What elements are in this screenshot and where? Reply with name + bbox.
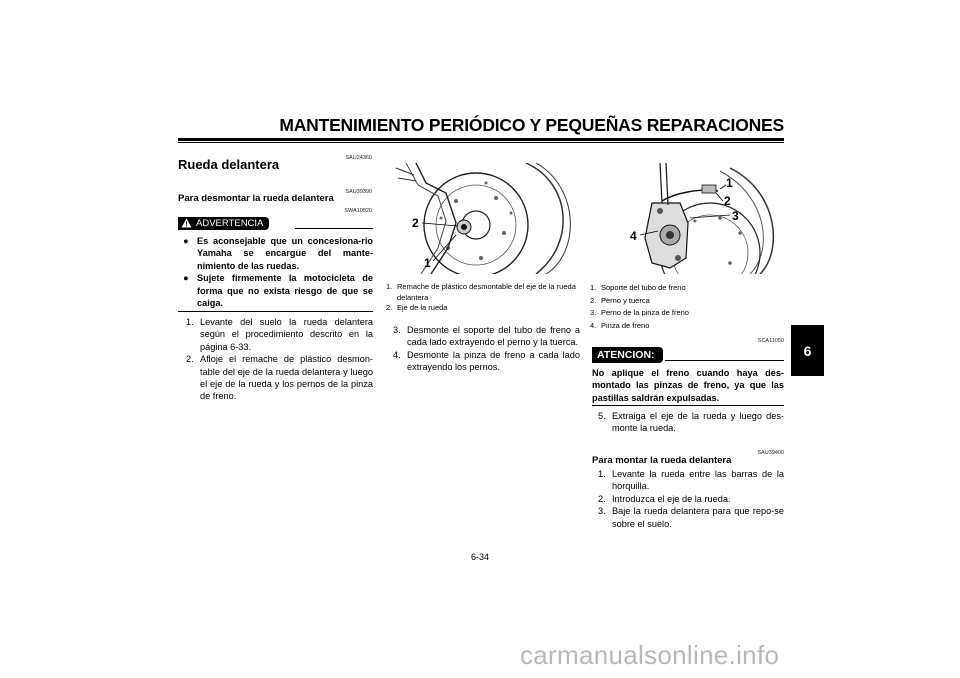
- caption-number: 3.: [590, 308, 597, 317]
- step-text: Levante del suelo la rueda delantera según el procedimiento descrito en la página 6-33.: [200, 317, 373, 352]
- caution-end-rule: [592, 405, 784, 406]
- step-number: 2.: [186, 354, 194, 365]
- warning-label: [178, 217, 269, 230]
- brake-caliper-figure: [590, 163, 784, 274]
- callout-3: 3: [732, 209, 739, 223]
- section-heading: Rueda delantera: [178, 157, 280, 172]
- warning-header: [178, 215, 372, 233]
- caption-text: Soporte del tubo de freno: [601, 283, 686, 292]
- caption-number: 4.: [590, 320, 597, 330]
- caption-item: [590, 320, 784, 333]
- warning-bullet-text: Sujete firmemente la motocicleta de forma que no exista riesgo de que se caiga.: [197, 273, 373, 309]
- step-text: Baje la rueda delantera para que repo-se sobre el suelo.: [612, 506, 784, 529]
- ref-code: SWA10820: [344, 208, 372, 214]
- caption-item: [386, 282, 580, 303]
- page-title: MANTENIMIENTO PERIÓDICO Y PEQUEÑAS REPARACIONES: [279, 115, 784, 135]
- step-number: 2.: [598, 493, 606, 504]
- caption-item: [590, 282, 784, 295]
- caption-text: Eje de la rueda: [397, 303, 448, 312]
- step-item: [598, 505, 784, 530]
- caption-number: 2.: [590, 295, 597, 305]
- step-item: [186, 316, 373, 353]
- callout-1: 1: [424, 256, 431, 270]
- caption-text: Pinza de freno: [601, 320, 650, 330]
- step-number: 1.: [186, 317, 194, 327]
- warning-bullet: [183, 235, 373, 272]
- chapter-tab: 6: [791, 325, 824, 376]
- step-item: [598, 410, 784, 435]
- warning-bullet: [183, 272, 373, 309]
- caption-text: Perno de la pinza de freno: [601, 308, 689, 317]
- callout-4: 4: [630, 229, 637, 243]
- subsection-heading: Para desmontar la rueda delantera: [178, 193, 334, 204]
- watermark: carmanualsonline.info: [520, 640, 780, 670]
- page-number: 6-34: [470, 552, 489, 562]
- warning-label-text: ADVERTENCIA: [196, 217, 264, 229]
- steps-list: [598, 468, 784, 530]
- step-number: 1.: [598, 469, 606, 479]
- caution-header: [592, 345, 663, 363]
- figure-captions: [386, 282, 580, 314]
- step-number: 4.: [393, 349, 401, 360]
- caption-item: [590, 307, 784, 320]
- caption-text: Remache de plástico desmontable del eje de la rueda delantera: [397, 282, 576, 302]
- callout-1: 1: [726, 176, 733, 190]
- step-number: 5.: [598, 411, 606, 421]
- warning-bullet-text: Es aconsejable que un concesiona-rio Yamaha se encargue del mante-nimiento de las ruedas.: [197, 236, 373, 271]
- step-number: 3.: [393, 325, 401, 335]
- warning-end-rule: [178, 311, 373, 312]
- caption-text: Perno y tuerca: [601, 295, 650, 305]
- bullet-icon: ●: [183, 236, 189, 246]
- caption-number: 1.: [590, 283, 597, 292]
- step-text: Afloje el remache de plástico desmon-table del eje de la rueda delantera y luego el eje de la rueda y los pernos de la pinza de freno.: [200, 354, 373, 402]
- caption-item: [590, 295, 784, 308]
- step-item: [393, 324, 580, 349]
- subsection-heading: Para montar la rueda delantera: [592, 455, 732, 466]
- front-wheel-axle-figure: [386, 163, 580, 274]
- step-text: Desmonte el soporte del tubo de freno a cada lado extrayendo el perno y la tuerca.: [407, 325, 580, 348]
- caution-label: ATENCION:: [592, 347, 663, 363]
- caption-number: 1.: [386, 282, 393, 291]
- caution-rule: [665, 360, 784, 361]
- steps-list: [393, 324, 580, 374]
- warning-triangle-icon: [181, 218, 192, 228]
- step-text: Levante la rueda entre las barras de la horquilla.: [612, 469, 784, 492]
- ref-code: SCA11050: [757, 338, 784, 344]
- step-text: Extraiga el eje de la rueda y luego des-monte la rueda.: [612, 411, 784, 434]
- step-item: [598, 493, 784, 505]
- steps-list: [186, 316, 373, 403]
- caution-text: No aplique el freno cuando haya des-montado las pinzas de freno, ya que las pastillas saldrán expulsadas.: [592, 368, 784, 403]
- ref-code: SAU39400: [757, 450, 784, 456]
- step-item: [393, 349, 580, 374]
- step-number: 3.: [598, 506, 606, 517]
- step-text: Desmonte la pinza de freno a cada lado extrayendo los pernos.: [407, 349, 580, 373]
- ref-code: SAU39390: [345, 189, 372, 195]
- ref-code: SAU24360: [345, 155, 372, 161]
- title-rule-thin: [178, 142, 784, 143]
- caption-number: 2.: [386, 303, 393, 312]
- figure-captions: [590, 282, 784, 332]
- step-item: [598, 468, 784, 493]
- steps-list: [598, 410, 784, 435]
- warning-rule: [295, 228, 373, 229]
- bullet-icon: ●: [183, 273, 189, 284]
- step-item: [186, 353, 373, 403]
- title-rule: [178, 138, 784, 141]
- warning-list: [183, 235, 373, 309]
- step-text: Introduzca el eje de la rueda.: [612, 493, 731, 504]
- callout-2: 2: [724, 194, 731, 208]
- caption-item: [386, 303, 580, 314]
- callout-2: 2: [412, 216, 419, 230]
